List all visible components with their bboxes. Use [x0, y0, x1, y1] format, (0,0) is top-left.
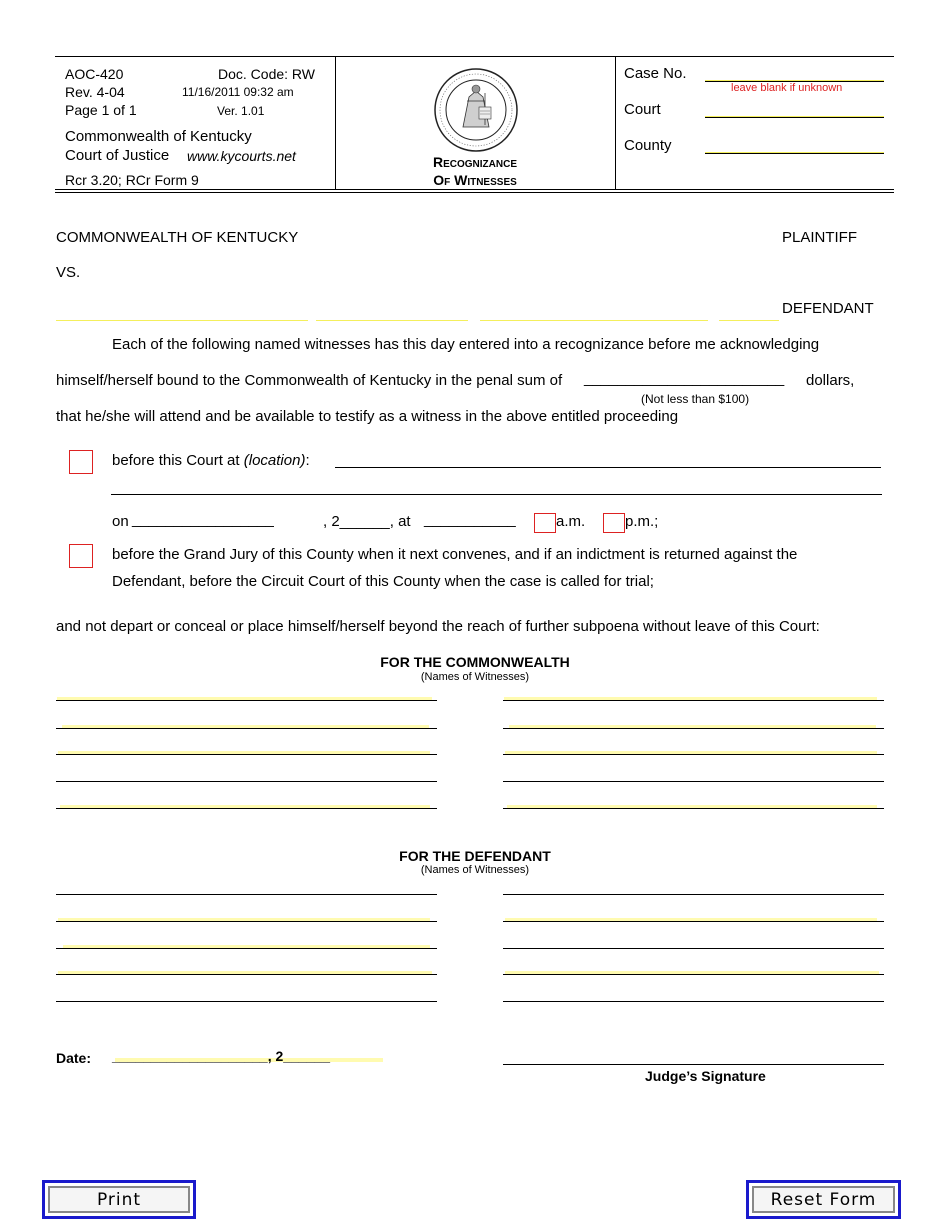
penal-sum-note: (Not less than $100) — [641, 392, 750, 406]
defendant-names-note: (Names of Witnesses) — [420, 864, 530, 876]
am-label: a.m. — [556, 513, 586, 530]
closing-paragraph: and not depart or conceal or place himself/herself beyond the reach of further subpoena without leave of this Court: — [56, 618, 820, 635]
date-field[interactable]: ____________________, 2______ — [112, 1048, 331, 1064]
def-witness-5-left[interactable] — [56, 1001, 437, 1002]
hearing-time-field[interactable]: ___________ — [424, 511, 516, 528]
def-witness-1-left[interactable] — [56, 894, 437, 895]
recognizance-paragraph-line2: himself/herself bound to the Commonwealth of Kentucky in the penal sum of — [56, 372, 563, 389]
date-label: Date: — [56, 1050, 92, 1066]
print-button[interactable] — [42, 1180, 196, 1219]
timestamp: 11/16/2011 09:32 am — [182, 85, 294, 99]
commonwealth-names-note: (Names of Witnesses) — [420, 671, 530, 683]
rule-reference: Rcr 3.20; RCr Form 9 — [65, 172, 199, 188]
form-title — [385, 153, 565, 189]
case-no-hint: leave blank if unknown — [731, 82, 843, 94]
commonwealth-heading: FOR THE COMMONWEALTH — [380, 654, 570, 670]
county-label: County — [624, 137, 672, 154]
recognizance-paragraph-line3: that he/she will attend and be available to testify as a witness in the above entitled proceeding — [56, 408, 679, 425]
form-title-line2: Of Witnesses — [433, 172, 517, 188]
revision: Rev. 4-04 — [65, 84, 125, 100]
court-field[interactable] — [705, 102, 884, 117]
version: Ver. 1.01 — [217, 104, 265, 118]
defendant-middle-name-field[interactable] — [316, 306, 468, 321]
court-label: Court — [624, 101, 661, 118]
before-court-option: before this Court at (location): — [112, 452, 310, 469]
grand-jury-line1: before the Grand Jury of this County when it next convenes, and if an indictment is returned against the — [112, 546, 798, 563]
form-number: AOC-420 — [65, 66, 124, 82]
defendant-heading: FOR THE DEFENDANT — [399, 848, 551, 864]
commonwealth-label: Commonwealth of Kentucky — [65, 128, 252, 145]
hearing-year-at: , 2______, at — [323, 513, 411, 530]
grand-jury-checkbox[interactable] — [69, 544, 93, 568]
def-witness-5-right[interactable] — [503, 1001, 884, 1002]
county-underline — [705, 153, 884, 154]
page-number: Page 1 of 1 — [65, 102, 137, 118]
vs-label: VS. — [56, 264, 81, 281]
header-divider — [615, 56, 616, 189]
pm-checkbox[interactable] — [603, 513, 625, 533]
defendant-suffix-field[interactable] — [719, 306, 779, 321]
header-bottom-rule-2 — [55, 192, 894, 193]
plaintiff-name: COMMONWEALTH OF KENTUCKY — [56, 229, 299, 246]
judge-signature-line[interactable] — [503, 1064, 884, 1065]
court-underline — [705, 117, 884, 118]
pm-label: p.m.; — [625, 513, 659, 530]
def-witness-4-right[interactable] — [503, 974, 884, 975]
doc-code: Doc. Code: RW — [218, 66, 315, 82]
location-field[interactable] — [335, 467, 881, 468]
cw-witness-1-right[interactable] — [503, 700, 884, 701]
before-court-checkbox[interactable] — [69, 450, 93, 474]
defendant-first-name-field[interactable] — [56, 306, 308, 321]
def-witness-1-right[interactable] — [503, 894, 884, 895]
cw-witness-3-right[interactable] — [503, 754, 884, 755]
location-label: (location) — [243, 452, 306, 469]
defendant-last-name-field[interactable] — [480, 306, 708, 321]
website-link[interactable]: www.kycourts.net — [187, 148, 296, 164]
on-label: on — [112, 513, 129, 530]
reset-form-button[interactable] — [746, 1180, 901, 1219]
recognizance-paragraph-line1: Each of the following named witnesses has this day entered into a recognizance before me acknowledging — [112, 336, 820, 353]
cw-witness-5-right[interactable] — [503, 808, 884, 809]
before-court-label: before this Court at — [112, 452, 240, 469]
case-no-field[interactable] — [705, 66, 884, 81]
reset-form-button-label: Reset Form — [752, 1186, 895, 1213]
def-witness-2-left[interactable] — [56, 921, 437, 922]
def-witness-3-left[interactable] — [56, 948, 437, 949]
print-button-label: Print — [48, 1186, 190, 1213]
header-top-rule — [55, 56, 894, 57]
def-witness-3-right[interactable] — [503, 948, 884, 949]
court-of-justice-label: Court of Justice — [65, 147, 170, 164]
location-field-line2[interactable] — [111, 494, 882, 495]
form-title-line1: Recognizance — [432, 154, 517, 170]
judge-signature-label: Judge’s Signature — [645, 1068, 766, 1084]
dollars-label: dollars, — [806, 372, 855, 389]
header-bottom-rule — [55, 189, 894, 190]
defendant-label: DEFENDANT — [782, 300, 874, 317]
cw-witness-2-right[interactable] — [503, 728, 884, 729]
cw-witness-3-left[interactable] — [56, 754, 437, 755]
county-field[interactable] — [705, 138, 884, 153]
penal-sum-field[interactable]: ________________________ — [584, 370, 785, 387]
hearing-date-field[interactable]: _________________ — [132, 511, 274, 528]
am-checkbox[interactable] — [534, 513, 556, 533]
cw-witness-1-left[interactable] — [56, 700, 437, 701]
def-witness-2-right[interactable] — [503, 921, 884, 922]
def-witness-4-left[interactable] — [56, 974, 437, 975]
cw-witness-4-right[interactable] — [503, 781, 884, 782]
plaintiff-label: PLAINTIFF — [782, 229, 858, 246]
cw-witness-4-left[interactable] — [56, 781, 437, 782]
case-no-label: Case No. — [624, 65, 687, 82]
cw-witness-5-left[interactable] — [56, 808, 437, 809]
grand-jury-line2: Defendant, before the Circuit Court of this County when the case is called for trial; — [112, 573, 654, 590]
header-divider — [335, 56, 336, 189]
cw-witness-2-left[interactable] — [56, 728, 437, 729]
kentucky-seal-icon — [433, 67, 519, 153]
